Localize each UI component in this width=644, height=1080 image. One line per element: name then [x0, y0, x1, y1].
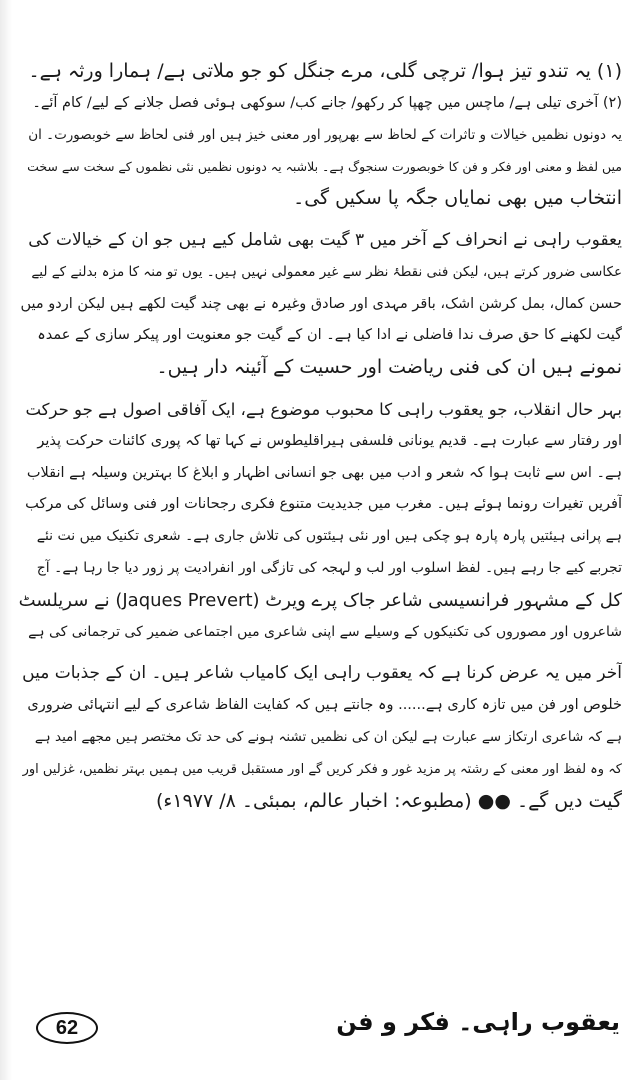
text-line: کہ وہ لفظ اور معنی کے رشتہ پر مزید غور و فکر کریں گے اور مستقبل قریب میں ہمیں بہتر نظمیں، غزلیں اور [22, 761, 622, 777]
page-edge-shadow [0, 0, 12, 1080]
text-line: ہے۔ اس سے ثابت ہوا کہ شعر و ادب میں بھی جو انسانی اظہار و ابلاغ کا بہترین وسیلہ ہے انقلاب [26, 464, 622, 481]
paragraph-gap [18, 384, 622, 394]
text-line: حسن کمال، بمل کرشن اشک، باقر مہدی اور صادق وغیرہ نے بھی چند گیت لکھے ہیں لیکن اردو میں [20, 295, 622, 312]
text-line: اور رفتار سے عبارت ہے۔ قدیم یونانی فلسفی ہیراقلیطوس نے کہا تھا کہ پوری کائنات حرکت پذیر [37, 432, 622, 449]
running-title: یعقوب راہی۔ فکر و فن [336, 1008, 620, 1036]
text-line: کل کے مشہور فرانسیسی شاعر جاک پرے ویرٹ (Jaques Prevert) نے سریلسٹ [18, 589, 622, 611]
text-line: (۲) آخری تیلی ہے/ ماچس میں چھپا کر رکھو/ جانے کب/ سوکھی ہوئی فصل جلانے کے لیے/ کام آئے۔ [32, 94, 622, 111]
text-line: عکاسی ضرور کرتے ہیں، لیکن فنی نقطۂ نظر سے غیر معمولی نہیں ہیں۔ یوں تو منہ کا مزہ بدلنے کے لیے [31, 263, 622, 280]
text-line: ہے کہ شاعری ارتکاز سے عبارت ہے لیکن ان کی نظمیں تشنہ ہونے کی حد تک مختصر ہیں مجھے امید ہے [34, 728, 622, 745]
text-line: بہر حال انقلاب، جو یعقوب راہی کا محبوب موضوع ہے، ایک آفاقی اصول ہے جو حرکت [25, 399, 622, 419]
text-line: خلوص اور فن میں تازہ کاری ہے...... وہ جانتے ہیں کہ کفایت الفاظ شاعری کے لیے انتہائی ضروری [27, 697, 622, 714]
page-footer [0, 1008, 644, 1048]
text-line: آخر میں یہ عرض کرنا ہے کہ یعقوب راہی ایک کامیاب شاعر ہیں۔ ان کے جذبات میں [22, 663, 622, 684]
text-line: گیت لکھنے کا حق صرف ندا فاضلی نے ادا کیا ہے۔ ان کے گیت جو معنویت اور پیکر سازی کے عمدہ [37, 327, 622, 344]
body-text [18, 56, 622, 817]
page-number: 62 [36, 1012, 98, 1044]
text-line: یہ دونوں نظمیں خیالات و تاثرات کے لحاظ سے بھرپور اور معنی خیز ہیں اور فنی لحاظ سے خوبصورت۔ ان [28, 126, 622, 143]
text-line: نمونے ہیں ان کی فنی ریاضت اور حسیت کے آئینہ دار ہیں۔ [156, 356, 622, 379]
text-line: گیت دیں گے۔ ●● (مطبوعہ: اخبار عالم، بمبئی۔ ۸/ ۱۹۷۷ء) [155, 789, 622, 812]
paragraph-gap [18, 215, 622, 225]
text-line: تجربے کیے جا رہے ہیں۔ لفظ اسلوب اور لب و لہجہ کی تازگی اور انفرادیت پر زور دیا جا رہا ہے۔ آج [36, 559, 622, 576]
text-line: شاعروں اور مصوروں کی تکنیکوں کے وسیلے سے اپنی شاعری میں اجتماعی ضمیر کی ترجمانی کی ہے [28, 623, 622, 640]
text-line: انتخاب میں بھی نمایاں جگہ پا سکیں گی۔ [293, 187, 622, 210]
text-line: یعقوب راہی نے انحراف کے آخر میں ۳ گیت بھی شامل کیے ہیں جو ان کے خیالات کی [28, 229, 622, 250]
text-line: ہے پرانی ہیئتیں پارہ پارہ ہو چکی ہیں اور نئی ہیئتوں کی تلاش جاری ہے۔ شعری تکنیک میں نت نئے [36, 528, 622, 545]
text-line: میں لفظ و معنی اور فکر و فن کا خوبصورت سنجوگ ہے۔ بلاشبہ یہ دونوں نظمیں نئی نظموں کے سخت سے سخت [27, 159, 622, 175]
text-line: (۱) یہ تندو تیز ہوا/ ترچی گلی، مرے جنگل کو جو ملاتی ہے/ ہمارا ورثہ ہے۔ [28, 60, 622, 82]
text-line: آفریں تغیرات رونما ہوئے ہیں۔ مغرب میں جدیدیت متنوع فکری رجحانات اور فنی وسائل کی مرکب [25, 496, 622, 513]
paragraph-gap [18, 648, 622, 658]
